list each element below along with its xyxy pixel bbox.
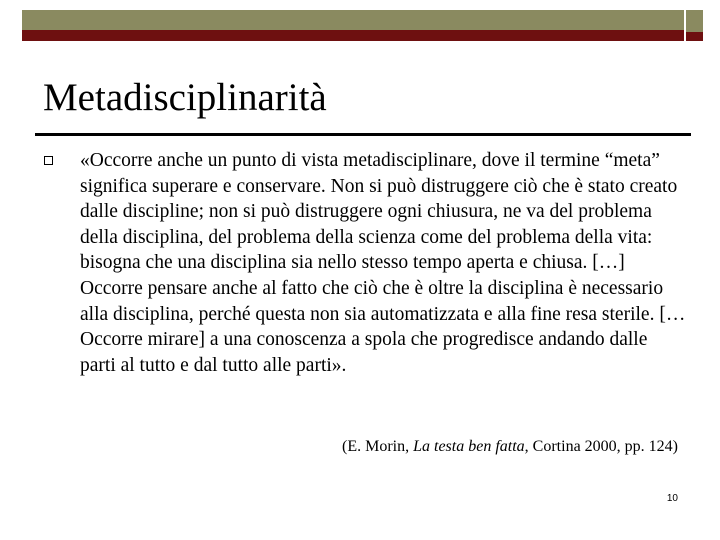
page-number: 10 xyxy=(666,493,678,504)
header-corner-olive xyxy=(686,10,703,32)
header-band-olive xyxy=(22,10,684,30)
citation-suffix: , Cortina 2000, pp. 124) xyxy=(524,438,678,455)
slide-title: Metadisciplinarità xyxy=(43,76,327,119)
citation-prefix: (E. Morin, xyxy=(342,438,414,455)
quote-text: «Occorre anche un punto di vista metadisciplinare, dove il termine “meta” significa superare e conservare. Non si può distruggere ciò che è stato creato dalle discipline; non si può distruggere ogni chiusura, ne va del problema della disciplina, del problema della scienza come del problema della vita: bisogna che una disciplina sia nello stesso tempo aperta e chiusa. […] Occorre pensare anche al fatto che ciò che è oltre la disciplina è necessario alla disciplina, perché questa non sia automatizzata e alla fine resa sterile. [… Occorre mirare] a una conoscenza a spola che progredisce andando dalle parti al tutto e dal tutto alle parti». xyxy=(80,150,686,376)
citation xyxy=(342,437,678,457)
header-band-red xyxy=(22,30,684,41)
square-bullet-icon xyxy=(44,156,53,165)
header-corner-red xyxy=(686,32,703,41)
citation-book-title: La testa ben fatta xyxy=(413,438,525,455)
title-divider xyxy=(35,133,691,136)
